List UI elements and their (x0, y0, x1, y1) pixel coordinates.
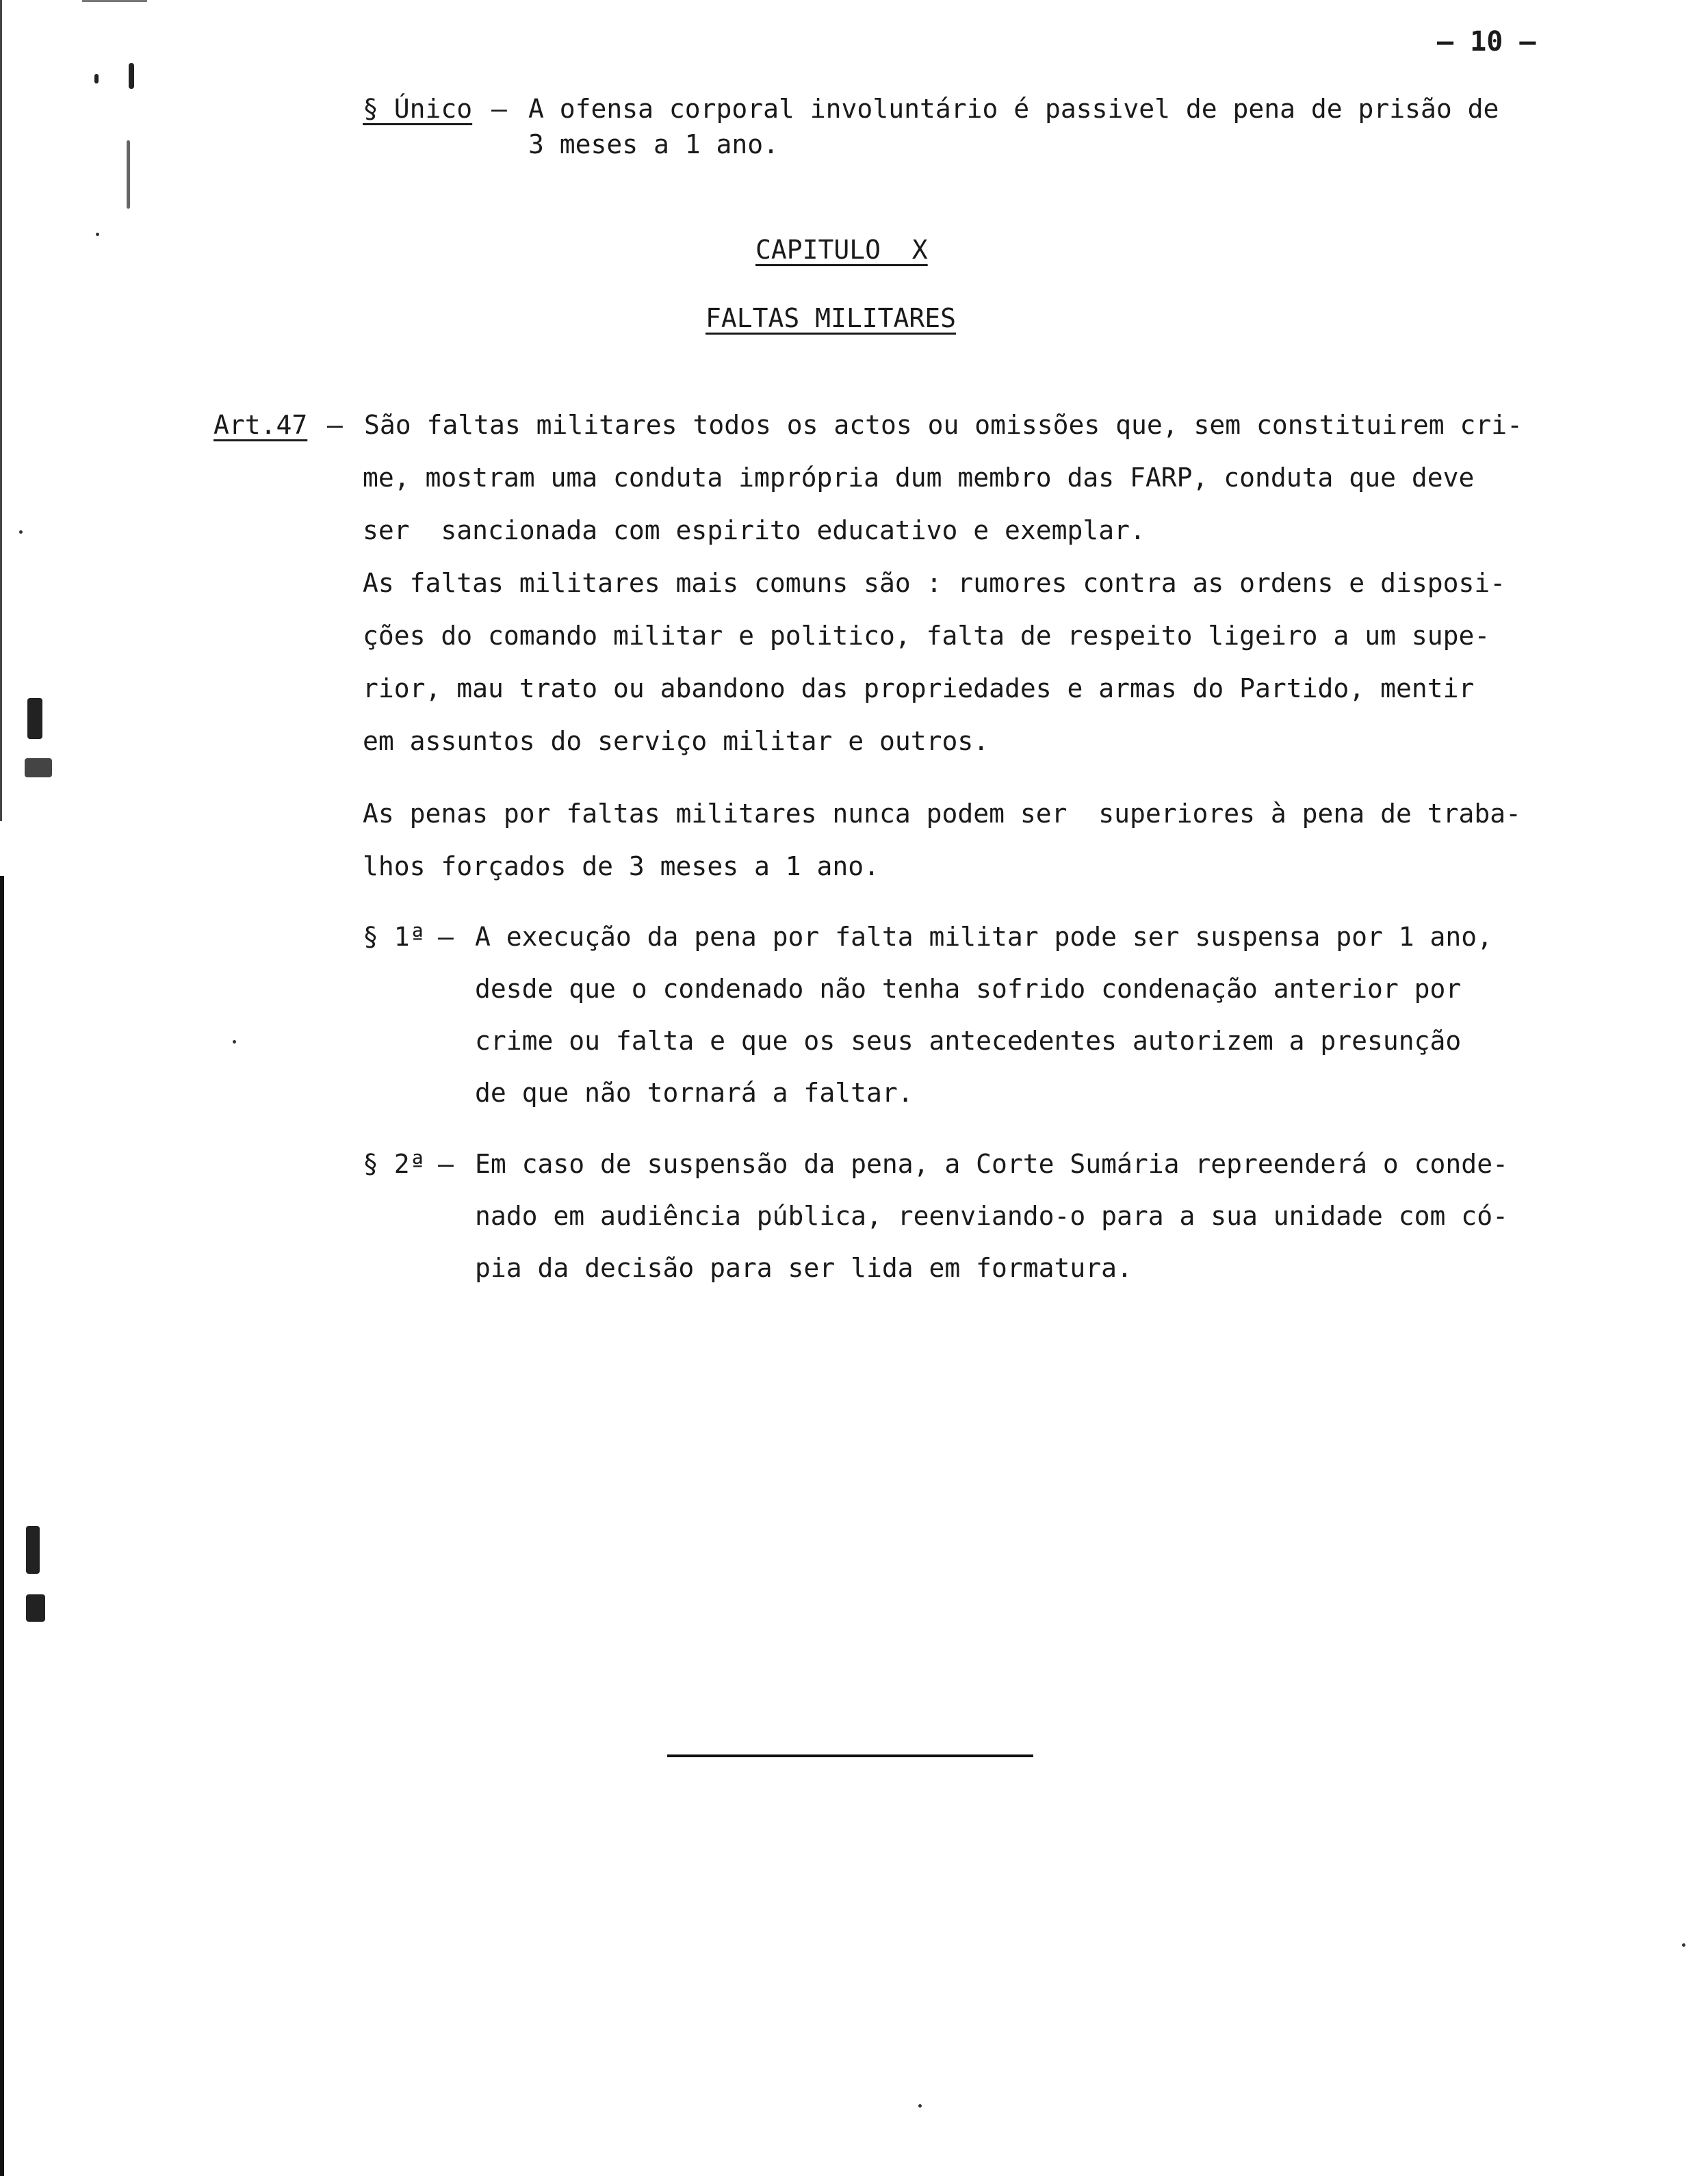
scan-edge-top (0, 0, 2, 821)
article-line: rior, mau trato ou abandono das propriedades e armas do Partido, mentir (363, 673, 1475, 703)
paragraph-2-line: nado em audiência pública, reenviando-o para a sua unidade com có- (475, 1201, 1508, 1231)
speck (96, 233, 99, 236)
chapter-subtitle: FALTAS MILITARES (706, 303, 957, 333)
paragraph-1-line: crime ou falta e que os seus antecedentes autorizem a presunção (475, 1026, 1462, 1056)
paragraph-1-line: desde que o condenado não tenha sofrido condenação anterior por (475, 974, 1462, 1004)
paragraph-1-label: § 1ª (363, 922, 426, 952)
penas-line: lhos forçados de 3 meses a 1 ano. (363, 851, 879, 881)
article-line: ções do comando militar e politico, falta de respeito ligeiro a um supe- (363, 621, 1490, 651)
paragraph-2-line: Em caso de suspensão da pena, a Corte Sumária repreenderá o conde- (475, 1149, 1508, 1179)
article-dash: – (327, 410, 343, 440)
speck (918, 2104, 922, 2108)
speck (19, 530, 23, 534)
punch-mark (94, 74, 99, 83)
paragrafo-unico-label: § Único (363, 94, 473, 124)
chapter-title: CAPITULO X (755, 235, 928, 265)
closing-rule (667, 1754, 1033, 1757)
paragraph-2-label: § 2ª (363, 1149, 426, 1179)
article-label: Art.47 (214, 410, 308, 440)
penas-line: As penas por faltas militares nunca podem ser superiores à pena de traba- (363, 799, 1521, 829)
speck (233, 1040, 236, 1044)
article-line: me, mostram uma conduta imprópria dum membro das FARP, conduta que deve (363, 463, 1475, 493)
paragrafo-unico-line: 3 meses a 1 ano. (528, 129, 779, 159)
article-line: ser sancionada com espirito educativo e exemplar. (363, 515, 1146, 545)
scan-edge-left (0, 876, 4, 2176)
page-number: – 10 – (1437, 26, 1536, 57)
paragraph-1-line: A execução da pena por falta militar pode ser suspensa por 1 ano, (475, 922, 1493, 952)
punch-mark (129, 63, 134, 89)
paragraph-1-dash: – (438, 922, 454, 952)
punch-mark (127, 140, 130, 209)
punch-mark (25, 758, 52, 777)
article-line: em assuntos do serviço militar e outros. (363, 726, 989, 756)
paragraph-2-dash: – (438, 1149, 454, 1179)
punch-mark (27, 698, 42, 739)
paragrafo-unico-line: A ofensa corporal involuntário é passivel de pena de prisão de (528, 94, 1499, 124)
paragrafo-unico-dash: – (491, 94, 507, 124)
article-line: As faltas militares mais comuns são : rumores contra as ordens e disposi- (363, 568, 1506, 598)
scan-top-rule (82, 0, 147, 2)
punch-mark (26, 1594, 45, 1622)
article-line: São faltas militares todos os actos ou omissões que, sem constituirem cri- (364, 410, 1523, 440)
punch-mark (26, 1526, 40, 1574)
speck (1682, 1943, 1685, 1947)
paragraph-2-line: pia da decisão para ser lida em formatura. (475, 1253, 1133, 1283)
paragraph-1-line: de que não tornará a faltar. (475, 1078, 914, 1108)
